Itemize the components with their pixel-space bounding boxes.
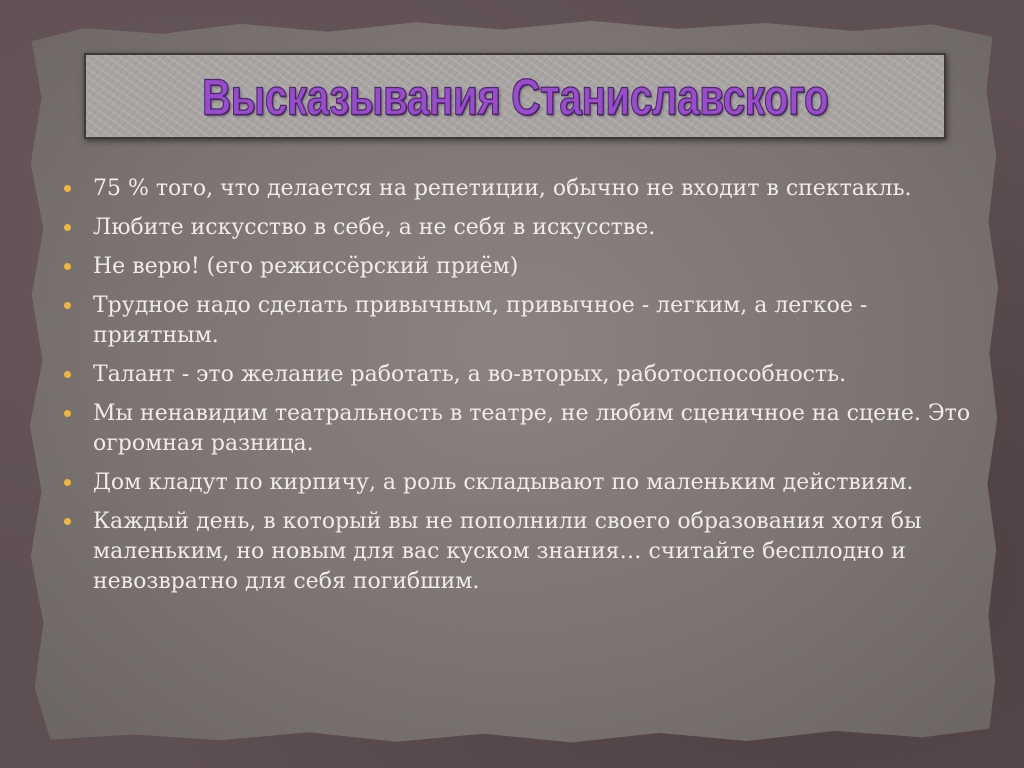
list-item [62,399,972,459]
bullet-dot-icon [64,224,71,231]
quote-text: Трудное надо сделать привычным, привычное - легким, а легкое - приятным. [93,293,868,348]
bullet-dot-icon [64,185,71,192]
bullet-dot-icon [64,518,71,525]
quote-text: Талант - это желание работать, а во-вторых, работоспособность. [93,362,847,387]
slide-title: Высказывания Станиславского [201,67,829,125]
bullet-dot-icon [64,263,71,270]
quote-text: Каждый день, в который вы не пополнили своего образования хотя бы маленьким, но новым для вас куском знания… считайте бесплодно и невозвратно для себя погибшим. [93,509,922,594]
quote-text: Мы ненавидим театральность в театре, не любим сценичное на сцене. Это огромная разница. [93,401,971,456]
quote-text: Не верю! (его режиссёрский приём) [93,254,519,279]
list-item [62,252,972,282]
bullet-dot-icon [64,302,71,309]
bullet-dot-icon [64,410,71,417]
list-item [62,360,972,390]
quote-list [62,174,972,606]
list-item [62,174,972,204]
title-banner [84,53,946,139]
quote-text: Любите искусство в себе, а не себя в искусстве. [93,215,656,240]
list-item [62,213,972,243]
bullet-dot-icon [64,479,71,486]
list-item [62,507,972,597]
list-item [62,291,972,351]
quote-text: 75 % того, что делается на репетиции, обычно не входит в спектакль. [93,176,912,201]
quote-text: Дом кладут по кирпичу, а роль складывают по маленьким действиям. [93,470,914,495]
bullet-dot-icon [64,371,71,378]
list-item [62,468,972,498]
